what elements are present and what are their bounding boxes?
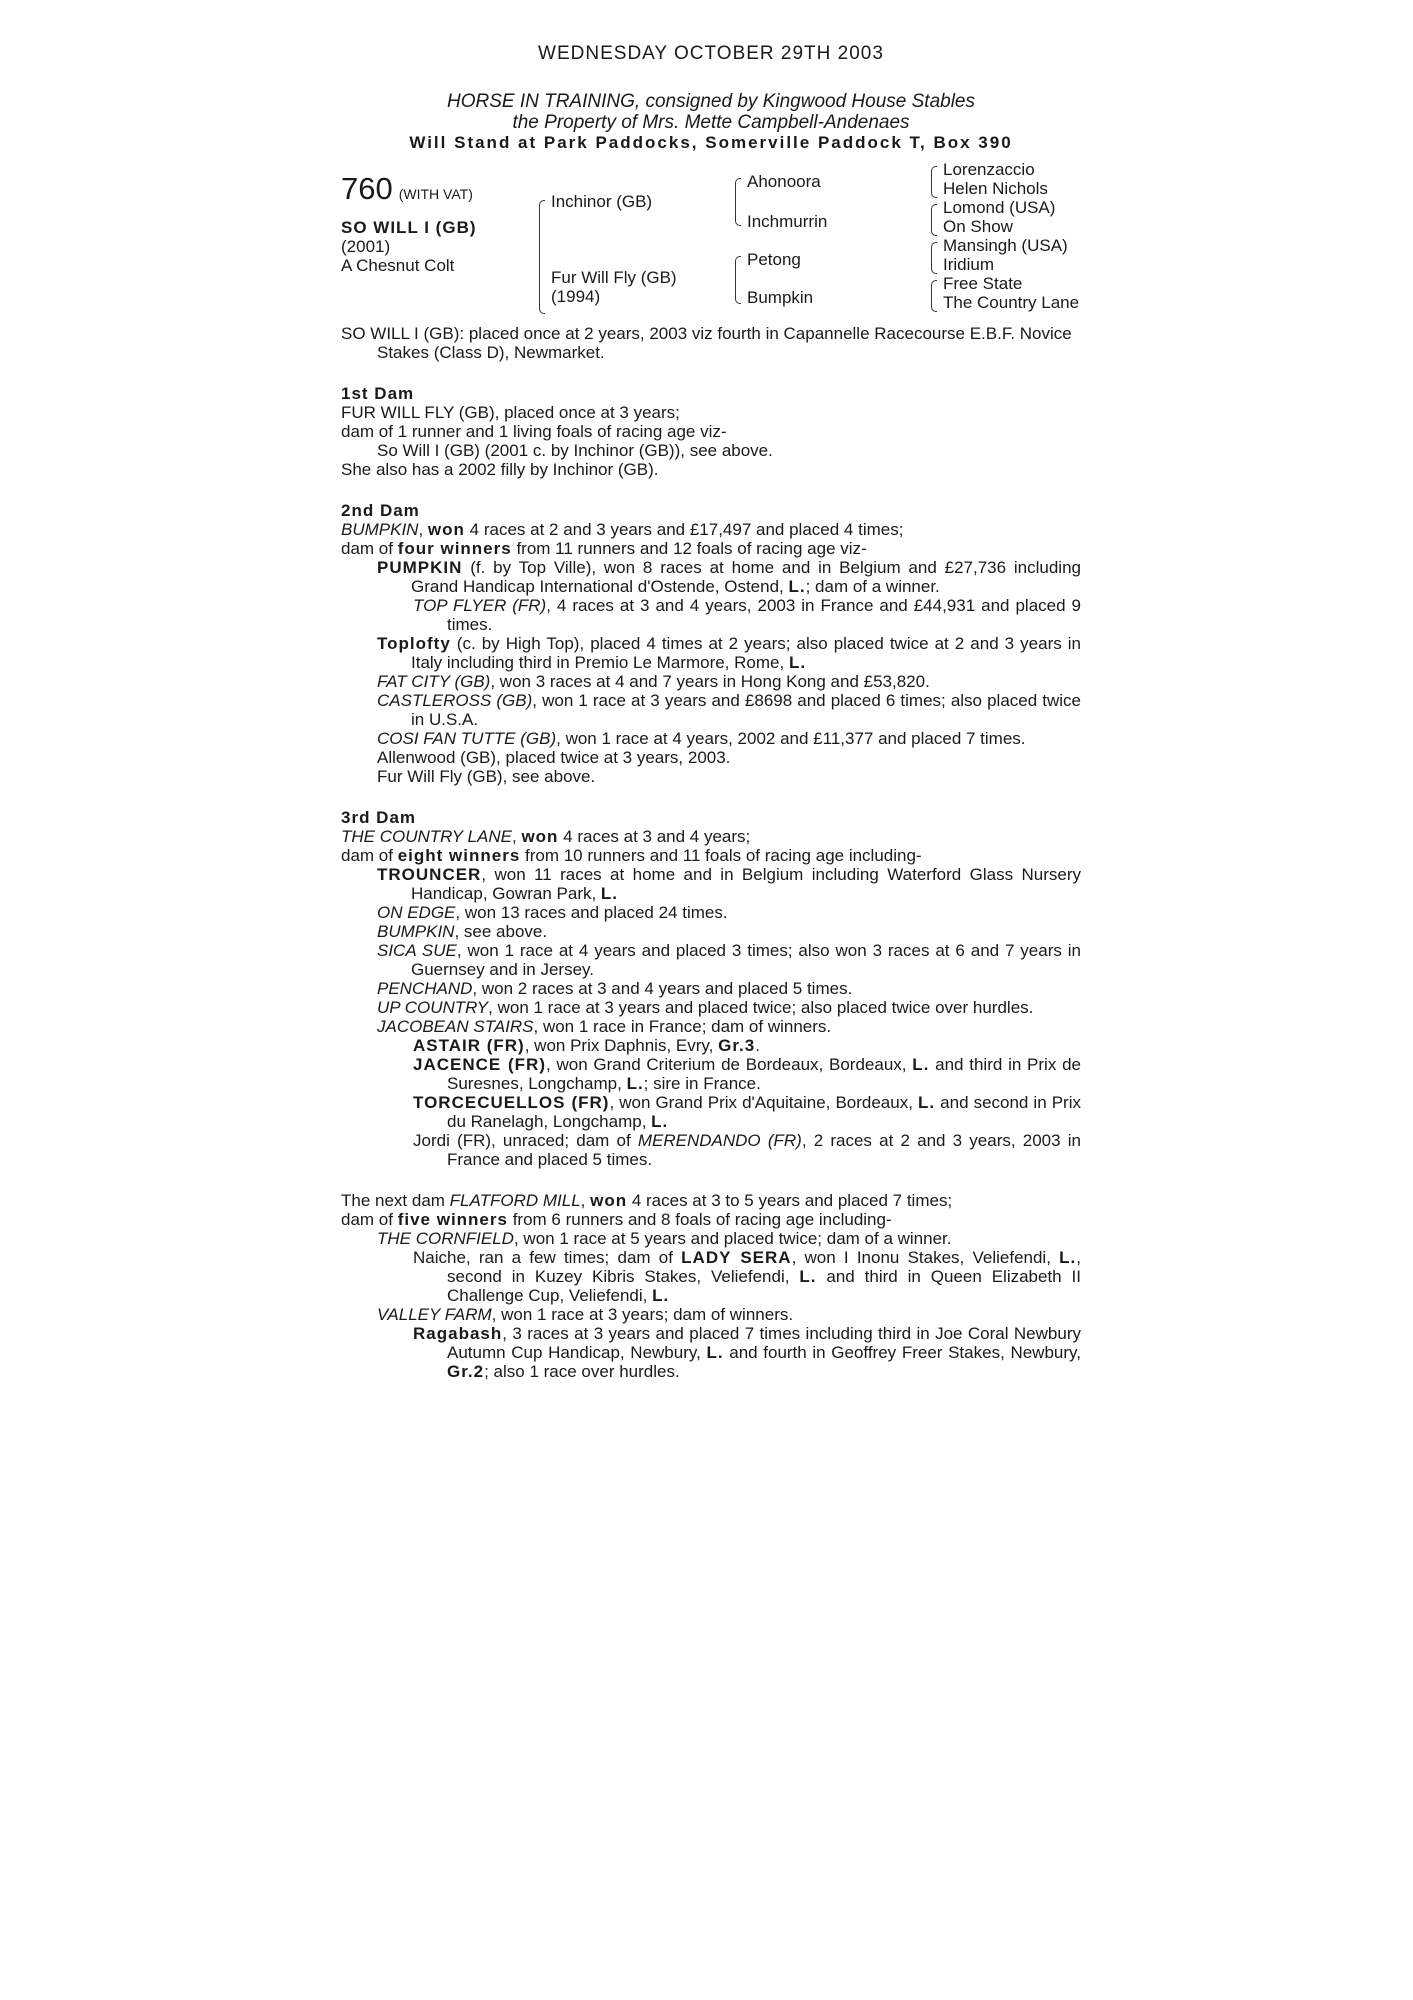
produce-entry	[341, 922, 1081, 941]
horse: THE CORNFIELD	[377, 1229, 514, 1248]
text: , won 1 race at 3 years; dam of winners.	[491, 1305, 794, 1324]
text: , see above.	[454, 922, 548, 941]
listed: L.	[651, 1112, 669, 1131]
listed: L.	[799, 1267, 817, 1286]
text: dam of	[341, 846, 398, 865]
ggp-8: The Country Lane	[943, 293, 1080, 312]
listed: L.	[788, 653, 807, 672]
text: , won Grand Criterium de Bordeaux, Bordeaux,	[545, 1055, 913, 1074]
listed: L.	[626, 1074, 644, 1093]
first-dam-section	[341, 384, 1081, 479]
produce-entry	[341, 941, 1081, 979]
text: ,	[511, 827, 522, 846]
text: 4 races at 2 and 3 years and £17,497 and placed 4 times;	[464, 520, 904, 539]
produce-entry	[341, 865, 1081, 903]
text: Jordi (FR), unraced; dam of	[413, 1131, 638, 1150]
dam-note: She also has a 2002 filly by Inchinor (GB).	[341, 460, 659, 479]
winners-count: four winners	[397, 539, 512, 558]
dam-record	[341, 520, 1081, 539]
horse: COSI FAN TUTTE (GB)	[377, 729, 557, 748]
produce-entry	[341, 1055, 1081, 1093]
vat-note: (WITH VAT)	[398, 186, 473, 202]
produce-entry	[341, 691, 1081, 729]
produce-entry	[341, 558, 1081, 596]
text: , won 1 race in France; dam of winners.	[533, 1017, 832, 1036]
horse: TOP FLYER (FR)	[413, 596, 547, 615]
sire-name: Inchinor (GB)	[551, 192, 653, 211]
text: ,	[580, 1191, 591, 1210]
dam-name: FLATFORD MILL	[449, 1191, 581, 1210]
group: Gr.3	[718, 1036, 756, 1055]
ggp-7: Free State	[943, 274, 1023, 293]
text: dam of	[341, 539, 398, 558]
ggp-5: Mansingh (USA)	[943, 236, 1068, 255]
produce-entry	[341, 672, 1081, 691]
text: , won 1 race at 5 years and placed twice; dam of a winner.	[513, 1229, 952, 1248]
pedigree-brace	[931, 166, 937, 198]
produce-entry	[341, 1093, 1081, 1131]
produce-entry	[341, 979, 1081, 998]
text: 4 races at 3 and 4 years;	[558, 827, 751, 846]
produce-entry	[341, 729, 1081, 748]
text: and third in Prix de Suresnes, Longchamp,	[447, 1055, 1081, 1093]
section-heading: 2nd Dam	[341, 501, 420, 520]
produce-entry: So Will I (GB) (2001 c. by Inchinor (GB)), see above.	[377, 441, 773, 460]
pedigree-brace	[931, 242, 937, 274]
winners-count: eight winners	[397, 846, 521, 865]
text: , won Grand Prix d'Aquitaine, Bordeaux,	[609, 1093, 918, 1112]
horse: BUMPKIN	[377, 922, 455, 941]
dam-year: (1994)	[551, 287, 601, 306]
second-dam-section	[341, 501, 1081, 786]
text: ; sire in France.	[643, 1074, 761, 1093]
horse-summary: SO WILL I (GB): placed once at 2 years, 2003 viz fourth in Capannelle Racecourse E.B.F. Novice Stakes (Class D), Newmarket.	[341, 324, 1072, 362]
lot-number-value: 760	[341, 171, 393, 206]
ggp-6: Iridium	[943, 255, 995, 274]
third-dam-section	[341, 808, 1081, 1169]
pedigree-brace	[735, 256, 741, 304]
pedigree-block	[341, 160, 1081, 324]
text: (f. by Top Ville), won 8 races at home and in Belgium and £27,736 including Grand Handicap International d'Ostende, Ostend,	[411, 558, 1081, 596]
horse-info	[341, 218, 477, 275]
horse: Toplofty	[377, 634, 451, 653]
dam-record	[341, 827, 1081, 846]
owner-line: the Property of Mrs. Mette Campbell-Andenaes	[512, 112, 910, 133]
sire-sire: Ahonoora	[747, 172, 821, 191]
text: , second in Kuzey Kibris Stakes, Veliefendi,	[447, 1248, 1081, 1286]
horse: UP COUNTRY	[377, 998, 489, 1017]
text: , won 1 race at 3 years and placed twice; also placed twice over hurdles.	[488, 998, 1034, 1017]
text: , won I Inonu Stakes, Veliefendi,	[791, 1248, 1060, 1267]
text: ,	[418, 520, 428, 539]
dam-name: BUMPKIN	[341, 520, 419, 539]
text: and second in Prix du Ranelagh, Longchamp,	[447, 1093, 1081, 1131]
produce-entry	[341, 1131, 1081, 1169]
text: , won 1 race at 4 years and placed 3 times; also won 3 races at 6 and 7 years in Guernsey and in Jersey.	[411, 941, 1081, 979]
dam-produce-summary: dam of 1 runner and 1 living foals of racing age viz-	[341, 422, 727, 441]
produce-entry	[341, 1017, 1081, 1036]
text: , won 1 race at 4 years, 2002 and £11,377 and placed 7 times.	[556, 729, 1026, 748]
listed: L.	[788, 577, 806, 596]
text: and third in Queen Elizabeth II Challenge Cup, Veliefendi,	[447, 1267, 1081, 1305]
horse: CASTLEROSS (GB)	[377, 691, 533, 710]
produce-entry	[341, 1305, 1081, 1324]
horse: FAT CITY (GB)	[377, 672, 491, 691]
dam-sire: Petong	[747, 250, 801, 269]
dam-produce-summary	[341, 846, 1081, 865]
text: ; dam of a winner.	[805, 577, 940, 596]
horse: ON EDGE	[377, 903, 456, 922]
produce-entry	[341, 1248, 1081, 1305]
won-label: won	[590, 1191, 628, 1210]
text: , won 13 races and placed 24 times.	[455, 903, 728, 922]
catalogue-page	[341, 44, 1081, 1381]
listed: L.	[1059, 1248, 1077, 1267]
dam-record	[341, 1191, 1081, 1210]
pedigree-brace	[931, 280, 937, 312]
text: , 3 races at 3 years and placed 7 times including third in Joe Coral Newbury Autumn Cup Handicap, Newbury,	[447, 1324, 1081, 1362]
dam-dam: Bumpkin	[747, 288, 814, 307]
text: , won 3 races at 4 and 7 years in Hong Kong and £53,820.	[490, 672, 930, 691]
dam-produce-summary	[341, 539, 1081, 558]
text: dam of	[341, 1210, 398, 1229]
text: and fourth in Geoffrey Freer Stakes, Newbury,	[723, 1343, 1081, 1362]
produce-entry: Fur Will Fly (GB), see above.	[377, 767, 596, 786]
sale-date: WEDNESDAY OCTOBER 29TH 2003	[538, 43, 884, 64]
dam-produce-summary	[341, 1210, 1081, 1229]
listed: L.	[600, 884, 619, 903]
horse: ASTAIR (FR)	[413, 1036, 525, 1055]
horse: TROUNCER	[377, 865, 482, 884]
produce-entry: Allenwood (GB), placed twice at 3 years, 2003.	[377, 748, 731, 767]
group: Gr.2	[447, 1362, 485, 1381]
won-label: won	[427, 520, 465, 539]
listed: L.	[918, 1093, 936, 1112]
horse: Ragabash	[413, 1324, 503, 1343]
listed: L.	[652, 1286, 670, 1305]
produce-entry	[341, 596, 1081, 634]
text: , 4 races at 3 and 4 years, 2003 in France and £44,931 and placed 9 times.	[447, 596, 1082, 634]
produce-entry	[341, 1229, 1081, 1248]
text: 4 races at 3 to 5 years and placed 7 times;	[627, 1191, 953, 1210]
section-heading: 3rd Dam	[341, 808, 417, 827]
ggp-2: Helen Nichols	[943, 179, 1048, 198]
horse: SICA SUE	[377, 941, 457, 960]
produce-entry	[341, 634, 1081, 672]
horse-name: SO WILL I (GB)	[341, 218, 477, 237]
text: , 2 races at 2 and 3 years, 2003 in France and placed 5 times.	[447, 1131, 1081, 1169]
section-heading: 1st Dam	[341, 384, 415, 403]
text: , won 11 races at home and in Belgium including Waterford Glass Nursery Handicap, Gowran Park,	[411, 865, 1081, 903]
pedigree-brace	[735, 178, 741, 226]
produce-entry	[341, 1036, 1081, 1055]
text: from 11 runners and 12 foals of racing age viz-	[511, 539, 867, 558]
won-label: won	[521, 827, 559, 846]
horse: PENCHAND	[377, 979, 473, 998]
text: from 6 runners and 8 foals of racing age including-	[507, 1210, 892, 1229]
lot-number	[341, 172, 473, 211]
text: , won 2 races at 3 and 4 years and placed 5 times.	[472, 979, 853, 998]
horse: JACOBEAN STAIRS	[377, 1017, 534, 1036]
pedigree-brace	[931, 204, 937, 236]
pedigree-brace	[539, 200, 545, 314]
next-dam-section	[341, 1191, 1081, 1381]
horse-year: (2001)	[341, 237, 391, 256]
text: ; also 1 race over hurdles.	[484, 1362, 680, 1381]
listed: L.	[706, 1343, 724, 1362]
dam-name: Fur Will Fly (GB)	[551, 268, 677, 287]
horse: LADY SERA	[681, 1248, 792, 1267]
listed: L.	[912, 1055, 930, 1074]
dam-name: THE COUNTRY LANE	[341, 827, 512, 846]
horse: TORCECUELLOS (FR)	[413, 1093, 610, 1112]
consignment-line: HORSE IN TRAINING, consigned by Kingwood House Stables	[446, 91, 975, 112]
stand-location: Will Stand at Park Paddocks, Somerville Paddock T, Box 390	[409, 133, 1013, 152]
produce-entry	[341, 1324, 1081, 1381]
text: from 10 runners and 11 foals of racing age including-	[520, 846, 922, 865]
text: , won Prix Daphnis, Evry,	[524, 1036, 719, 1055]
text: The next dam	[341, 1191, 450, 1210]
text: Naiche, ran a few times; dam of	[413, 1248, 682, 1267]
horse: VALLEY FARM	[377, 1305, 492, 1324]
produce-entry	[341, 903, 1081, 922]
dam-record: FUR WILL FLY (GB), placed once at 3 years;	[341, 403, 680, 422]
winners-count: five winners	[397, 1210, 508, 1229]
produce-entry	[341, 998, 1081, 1017]
text: .	[755, 1036, 760, 1055]
horse: PUMPKIN	[377, 558, 463, 577]
text: , won 1 race at 3 years and £8698 and placed 6 times; also placed twice in U.S.A.	[411, 691, 1081, 729]
horse-description: A Chesnut Colt	[341, 256, 455, 275]
horse: JACENCE (FR)	[413, 1055, 546, 1074]
horse: MERENDANDO (FR)	[637, 1131, 802, 1150]
sire-dam: Inchmurrin	[747, 212, 828, 231]
ggp-3: Lomond (USA)	[943, 198, 1056, 217]
text: (c. by High Top), placed 4 times at 2 years; also placed twice at 2 and 3 years in Italy including third in Premio Le Marmore, Rome,	[411, 634, 1081, 672]
ggp-1: Lorenzaccio	[943, 160, 1035, 179]
ggp-4: On Show	[943, 217, 1013, 236]
